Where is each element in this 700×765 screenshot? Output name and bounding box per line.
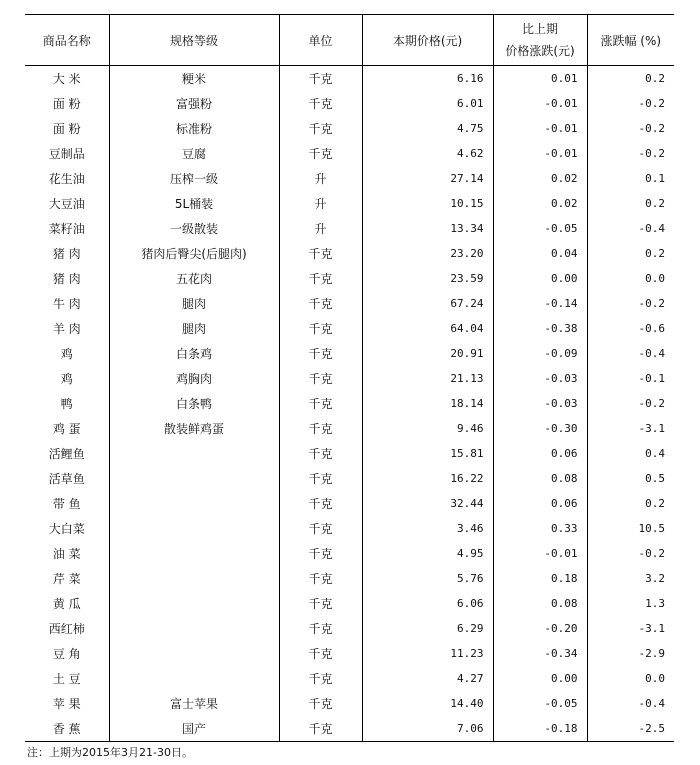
cell-spec: 白条鸡: [109, 341, 279, 366]
cell-price: 5.76: [362, 566, 493, 591]
cell-spec: [109, 541, 279, 566]
cell-spec: 五花肉: [109, 266, 279, 291]
cell-price: 16.22: [362, 466, 493, 491]
table-row: [25, 641, 674, 666]
cell-spec: 标准粉: [109, 116, 279, 141]
cell-pct: -0.2: [587, 391, 674, 416]
table-row: [25, 391, 674, 416]
cell-spec: 豆腐: [109, 141, 279, 166]
cell-price: 20.91: [362, 341, 493, 366]
cell-change: -0.18: [493, 716, 587, 742]
cell-spec: 粳米: [109, 66, 279, 92]
cell-unit: 千克: [279, 66, 362, 92]
table-body: [25, 66, 674, 742]
cell-pct: -0.2: [587, 291, 674, 316]
cell-pct: 0.2: [587, 66, 674, 92]
cell-name: 猪 肉: [52, 247, 81, 261]
cell-change: -0.03: [493, 366, 587, 391]
cell-change: 0.00: [493, 666, 587, 691]
cell-pct: 0.2: [587, 241, 674, 266]
cell-name: 大白菜: [48, 522, 85, 536]
table-header: [25, 15, 674, 66]
cell-change: 0.00: [493, 266, 587, 291]
footnote: 注：上期为2015年3月21-30日。: [27, 746, 193, 759]
cell-unit: 千克: [279, 266, 362, 291]
cell-change: 0.04: [493, 241, 587, 266]
cell-price: 11.23: [362, 641, 493, 666]
cell-pct: 0.2: [587, 191, 674, 216]
cell-change: -0.01: [493, 141, 587, 166]
cell-unit: 千克: [279, 366, 362, 391]
table-row: [25, 166, 674, 191]
cell-pct: -0.4: [587, 216, 674, 241]
cell-pct: -0.6: [587, 316, 674, 341]
cell-name: 猪 肉: [52, 272, 81, 286]
cell-change: 0.01: [493, 66, 587, 92]
cell-spec: 压榨一级: [109, 166, 279, 191]
cell-pct: 0.1: [587, 166, 674, 191]
table-row: [25, 566, 674, 591]
cell-spec: [109, 591, 279, 616]
table-row: [25, 116, 674, 141]
cell-name: 豆制品: [48, 147, 85, 161]
cell-name: 活鲤鱼: [48, 447, 85, 461]
header-change-line2: 价格涨跌(元): [505, 44, 575, 58]
cell-change: 0.02: [493, 191, 587, 216]
table-row: [25, 466, 674, 491]
cell-price: 6.06: [362, 591, 493, 616]
table-row: [25, 716, 674, 742]
header-change: [493, 15, 587, 66]
table-row: [25, 491, 674, 516]
cell-change: 0.02: [493, 166, 587, 191]
cell-unit: 千克: [279, 116, 362, 141]
cell-pct: -0.2: [587, 141, 674, 166]
cell-name: 面 粉: [52, 97, 81, 111]
cell-price: 21.13: [362, 366, 493, 391]
table-row: [25, 191, 674, 216]
cell-name: 大豆油: [48, 197, 85, 211]
cell-pct: 0.0: [587, 266, 674, 291]
cell-unit: 升: [279, 191, 362, 216]
cell-price: 3.46: [362, 516, 493, 541]
cell-spec: 一级散装: [109, 216, 279, 241]
cell-name: 鸭: [60, 397, 73, 411]
cell-spec: 富强粉: [109, 91, 279, 116]
cell-unit: 千克: [279, 91, 362, 116]
table-row: [25, 141, 674, 166]
cell-price: 32.44: [362, 491, 493, 516]
cell-pct: -0.2: [587, 91, 674, 116]
cell-price: 15.81: [362, 441, 493, 466]
cell-pct: 0.2: [587, 491, 674, 516]
cell-spec: 5L桶装: [109, 191, 279, 216]
cell-name: 羊 肉: [52, 322, 81, 336]
cell-spec: 腿肉: [109, 316, 279, 341]
cell-price: 23.59: [362, 266, 493, 291]
cell-unit: 千克: [279, 316, 362, 341]
cell-change: -0.30: [493, 416, 587, 441]
cell-name: 大 米: [52, 72, 81, 86]
cell-unit: 千克: [279, 591, 362, 616]
cell-name: 鸡: [60, 347, 73, 361]
table-row: [25, 666, 674, 691]
header-unit: 单位: [279, 15, 362, 66]
cell-change: -0.01: [493, 541, 587, 566]
cell-pct: -2.9: [587, 641, 674, 666]
cell-name: 活草鱼: [48, 472, 85, 486]
cell-unit: 千克: [279, 716, 362, 742]
cell-spec: [109, 616, 279, 641]
cell-spec: 猪肉后臀尖(后腿肉): [109, 241, 279, 266]
cell-price: 13.34: [362, 216, 493, 241]
cell-unit: 千克: [279, 241, 362, 266]
header-pct: 涨跌幅 (%): [587, 15, 674, 66]
table-row: [25, 241, 674, 266]
table-row: [25, 266, 674, 291]
cell-change: 0.18: [493, 566, 587, 591]
cell-price: 27.14: [362, 166, 493, 191]
table-row: [25, 541, 674, 566]
cell-spec: [109, 441, 279, 466]
cell-change: -0.09: [493, 341, 587, 366]
cell-price: 4.62: [362, 141, 493, 166]
cell-spec: [109, 491, 279, 516]
cell-change: -0.01: [493, 116, 587, 141]
cell-price: 23.20: [362, 241, 493, 266]
cell-spec: 国产: [109, 716, 279, 742]
cell-pct: -3.1: [587, 416, 674, 441]
cell-price: 64.04: [362, 316, 493, 341]
cell-change: -0.01: [493, 91, 587, 116]
table-row: [25, 591, 674, 616]
table-row: [25, 366, 674, 391]
cell-spec: 腿肉: [109, 291, 279, 316]
cell-name: 鸡: [60, 372, 73, 386]
table-row: [25, 516, 674, 541]
cell-unit: 千克: [279, 441, 362, 466]
table-row: [25, 66, 674, 92]
cell-change: -0.05: [493, 216, 587, 241]
cell-change: 0.33: [493, 516, 587, 541]
cell-pct: -3.1: [587, 616, 674, 641]
cell-unit: 千克: [279, 491, 362, 516]
table-row: [25, 91, 674, 116]
cell-price: 10.15: [362, 191, 493, 216]
cell-spec: 白条鸭: [109, 391, 279, 416]
cell-price: 6.29: [362, 616, 493, 641]
table-row: [25, 216, 674, 241]
table-row: [25, 616, 674, 641]
cell-change: -0.03: [493, 391, 587, 416]
cell-pct: -0.2: [587, 116, 674, 141]
cell-spec: 鸡胸肉: [109, 366, 279, 391]
cell-spec: [109, 641, 279, 666]
header-spec: 规格等级: [109, 15, 279, 66]
cell-pct: 0.5: [587, 466, 674, 491]
cell-change: 0.08: [493, 466, 587, 491]
cell-price: 18.14: [362, 391, 493, 416]
header-change-line1: 比上期: [521, 22, 558, 36]
cell-unit: 升: [279, 166, 362, 191]
cell-spec: [109, 516, 279, 541]
cell-name: 鸡 蛋: [52, 422, 81, 436]
cell-name: 菜籽油: [48, 222, 85, 236]
cell-spec: [109, 466, 279, 491]
cell-pct: -0.1: [587, 366, 674, 391]
cell-change: -0.38: [493, 316, 587, 341]
cell-unit: 千克: [279, 666, 362, 691]
cell-price: 7.06: [362, 716, 493, 742]
cell-unit: 千克: [279, 466, 362, 491]
table-row: [25, 691, 674, 716]
cell-name: 牛 肉: [52, 297, 81, 311]
cell-unit: 千克: [279, 141, 362, 166]
cell-pct: -0.2: [587, 541, 674, 566]
table-row: [25, 416, 674, 441]
cell-name: 花生油: [48, 172, 85, 186]
table-row: [25, 291, 674, 316]
cell-spec: 散装鲜鸡蛋: [109, 416, 279, 441]
cell-name: 豆 角: [52, 647, 81, 661]
cell-unit: 千克: [279, 416, 362, 441]
header-name: 商品名称: [25, 15, 109, 66]
cell-pct: 0.4: [587, 441, 674, 466]
cell-price: 6.01: [362, 91, 493, 116]
cell-name: 芹 菜: [52, 572, 81, 586]
cell-unit: 千克: [279, 566, 362, 591]
cell-pct: 1.3: [587, 591, 674, 616]
table-row: [25, 441, 674, 466]
cell-change: -0.34: [493, 641, 587, 666]
cell-unit: 升: [279, 216, 362, 241]
cell-change: -0.14: [493, 291, 587, 316]
cell-name: 西红柿: [48, 622, 85, 636]
cell-pct: 0.0: [587, 666, 674, 691]
table-row: [25, 316, 674, 341]
cell-unit: 千克: [279, 541, 362, 566]
cell-name: 土 豆: [52, 672, 81, 686]
cell-pct: 3.2: [587, 566, 674, 591]
cell-change: 0.06: [493, 491, 587, 516]
cell-change: 0.08: [493, 591, 587, 616]
header-price: 本期价格(元): [362, 15, 493, 66]
cell-spec: [109, 566, 279, 591]
cell-price: 9.46: [362, 416, 493, 441]
cell-pct: 10.5: [587, 516, 674, 541]
cell-pct: -0.4: [587, 341, 674, 366]
cell-name: 面 粉: [52, 122, 81, 136]
cell-change: -0.20: [493, 616, 587, 641]
cell-unit: 千克: [279, 691, 362, 716]
cell-name: 苹 果: [52, 697, 81, 711]
cell-name: 油 菜: [52, 547, 81, 561]
cell-name: 带 鱼: [52, 497, 81, 511]
price-table: [25, 14, 674, 742]
cell-name: 香 蕉: [25, 716, 109, 742]
cell-unit: 千克: [279, 516, 362, 541]
cell-price: 6.16: [362, 66, 493, 92]
cell-price: 67.24: [362, 291, 493, 316]
cell-pct: -0.4: [587, 691, 674, 716]
cell-pct: -2.5: [587, 716, 674, 742]
cell-price: 4.75: [362, 116, 493, 141]
cell-price: 4.95: [362, 541, 493, 566]
cell-unit: 千克: [279, 391, 362, 416]
cell-change: 0.06: [493, 441, 587, 466]
cell-change: -0.05: [493, 691, 587, 716]
cell-name: 黄 瓜: [52, 597, 81, 611]
table-row: [25, 341, 674, 366]
cell-unit: 千克: [279, 641, 362, 666]
cell-unit: 千克: [279, 291, 362, 316]
cell-unit: 千克: [279, 341, 362, 366]
cell-unit: 千克: [279, 616, 362, 641]
cell-price: 14.40: [362, 691, 493, 716]
cell-spec: [109, 666, 279, 691]
cell-spec: 富士苹果: [109, 691, 279, 716]
cell-price: 4.27: [362, 666, 493, 691]
